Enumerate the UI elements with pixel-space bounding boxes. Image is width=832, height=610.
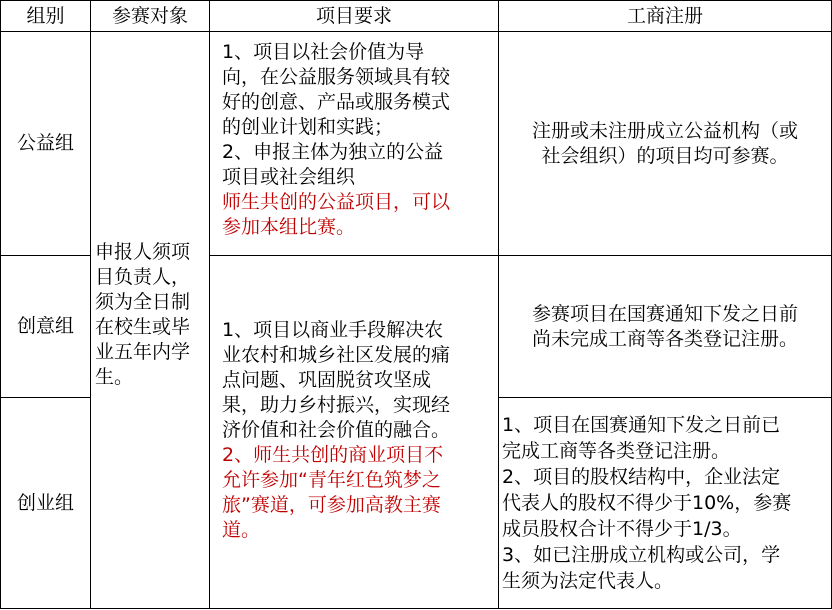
participants-line: 生。	[95, 366, 134, 388]
participants-text	[95, 240, 207, 390]
col-divider-1	[90, 0, 91, 609]
group-public: 公益组	[16, 132, 74, 154]
registration-line: 社会组织）的项目均可参赛。	[541, 144, 789, 167]
registration-line: 1、项目在国赛通知下发之日前已	[502, 414, 781, 436]
requirement-line: 1、项目以商业手段解决农	[222, 319, 444, 341]
startup-registration	[502, 412, 830, 594]
requirement-note-red: 允许参加“青年红色筑梦之	[222, 469, 441, 491]
registration-line: 生须为法定代表人。	[502, 570, 674, 592]
registration-line: 完成工商等各类登记注册。	[502, 440, 731, 462]
business-requirements	[222, 318, 496, 543]
registration-line: 参赛项目在国赛通知下发之日前	[531, 302, 798, 325]
participants-line: 须为全日制	[95, 291, 191, 313]
requirement-line: 业农村和城乡社区发展的痛	[222, 344, 451, 366]
requirement-note-red: 师生共创的公益项目，可以	[222, 191, 451, 213]
registration-line: 成员股权合计不得少于1/3。	[502, 518, 742, 540]
requirement-line: 的创业计划和实践；	[222, 116, 394, 138]
group-startup: 创业组	[16, 491, 74, 514]
public-registration	[499, 32, 831, 255]
header-participants: 参赛对象	[111, 4, 188, 27]
participants-line: 申报人须项	[95, 241, 191, 263]
registration-line: 尚未完成工商等各类登记注册。	[531, 327, 798, 350]
header-registration: 工商注册	[626, 4, 703, 27]
requirement-line: 2、申报主体为独立的公益	[222, 141, 444, 163]
participants-line: 业五年内学	[95, 341, 191, 363]
requirement-line: 点问题、巩固脱贫攻坚成	[222, 369, 432, 391]
requirement-note-red: 参加本组比赛。	[222, 216, 356, 238]
registration-line: 2、项目的股权结构中，企业法定	[502, 466, 781, 488]
participants-line: 在校生或毕	[95, 316, 191, 338]
header-group: 组别	[26, 4, 65, 27]
col-divider-2	[209, 0, 210, 609]
registration-line: 代表人的股权不得少于10%，参赛	[502, 492, 792, 514]
registration-line: 3、如已注册成立机构或公司，学	[502, 544, 781, 566]
requirement-note-red: 道。	[222, 519, 261, 541]
participants-line: 目负责人，	[95, 266, 191, 288]
requirement-line: 向，在公益服务领域具有较	[222, 66, 451, 88]
border-bottom	[0, 608, 832, 609]
registration-line: 注册或未注册成立公益机构（或	[531, 119, 798, 142]
requirement-line: 果，助力乡村振兴，实现经	[222, 394, 451, 416]
requirement-line: 好的创意、产品或服务模式	[222, 91, 451, 113]
requirement-line: 1、项目以社会价值为导	[222, 41, 425, 63]
creative-registration	[499, 256, 831, 397]
requirement-note-red: 旅”赛道，可参加高教主赛	[222, 494, 441, 516]
requirement-line: 济价值和社会价值的融合。	[222, 419, 451, 441]
public-requirements	[222, 40, 496, 240]
requirement-note-red: 2、师生共创的商业项目不	[222, 444, 444, 466]
group-creative: 创意组	[16, 315, 74, 337]
requirement-line: 项目或社会组织	[222, 166, 356, 188]
row-divider-2-right	[498, 397, 832, 398]
header-requirements: 项目要求	[315, 4, 392, 27]
